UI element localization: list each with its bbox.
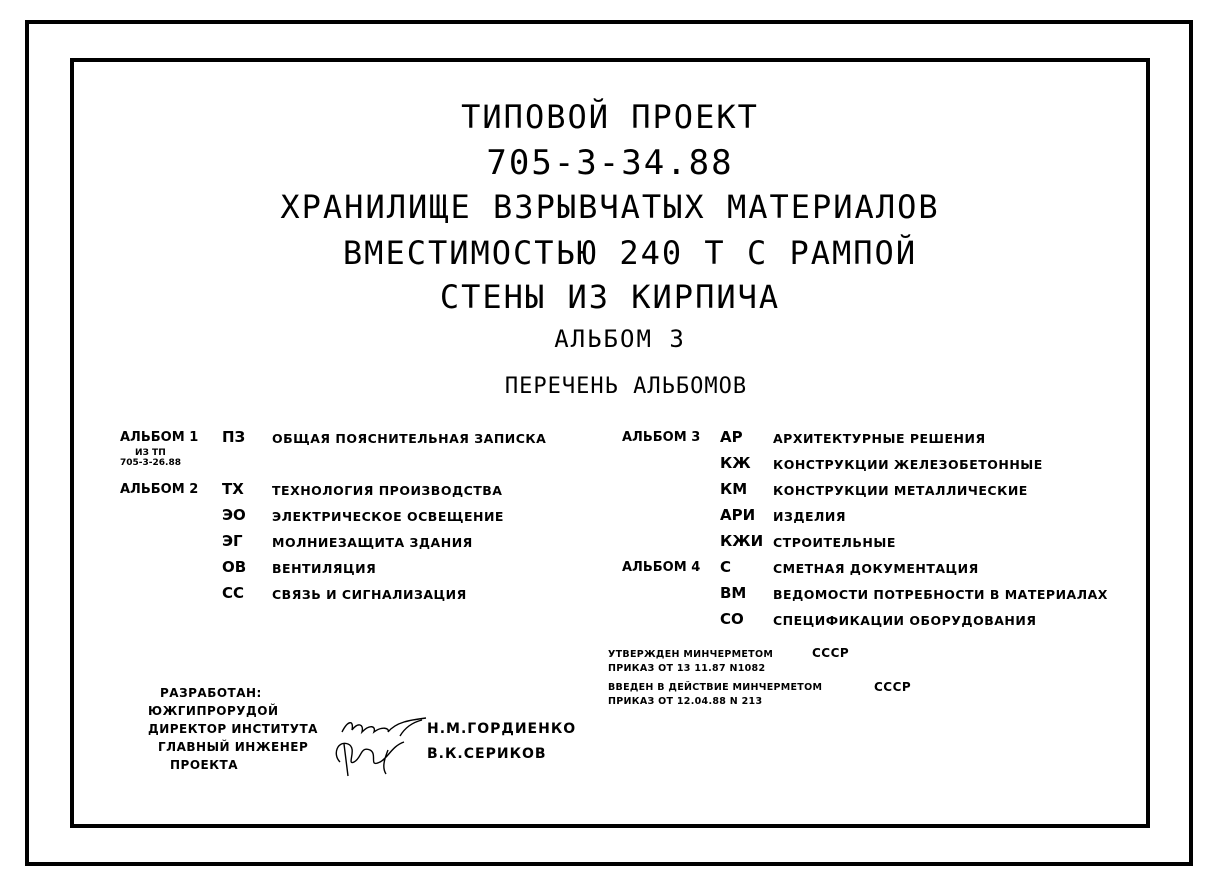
- album-desc: КОНСТРУКЦИИ ЖЕЛЕЗОБЕТОННЫЕ: [773, 457, 1043, 472]
- chief-engineer-name: В.К.СЕРИКОВ: [427, 746, 547, 762]
- album-desc: СВЯЗЬ И СИГНАЛИЗАЦИЯ: [272, 587, 467, 602]
- album-label: АЛЬБОМ 4: [622, 560, 701, 575]
- album-code: ЭГ: [222, 532, 243, 550]
- album-code: ЭО: [222, 506, 246, 524]
- album-code: СС: [222, 584, 245, 602]
- project-name: ХРАНИЛИЩЕ ВЗРЫВЧАТЫХ МАТЕРИАЛОВ: [280, 188, 940, 226]
- approval-line3: ВВЕДЕН В ДЕЙСТВИЕ МИНЧЕРМЕТОМ: [608, 682, 823, 693]
- album-code: СО: [720, 610, 744, 628]
- approval-line1-country: СССР: [812, 646, 850, 660]
- album-number: АЛЬБОМ 3: [554, 325, 686, 353]
- approval-line4: ПРИКАЗ ОТ 12.04.88 N 213: [608, 696, 763, 707]
- album-code: АР: [720, 428, 743, 446]
- director-name: Н.М.ГОРДИЕНКО: [427, 721, 577, 737]
- album-code: ВМ: [720, 584, 747, 602]
- album-code: ПЗ: [222, 428, 246, 446]
- doc-title: ТИПОВОЙ ПРОЕКТ: [461, 98, 759, 136]
- album-label: АЛЬБОМ 3: [622, 430, 701, 445]
- album-code: КМ: [720, 480, 748, 498]
- approval-line2: ПРИКАЗ ОТ 13 11.87 N1082: [608, 663, 766, 674]
- album-desc: ТЕХНОЛОГИЯ ПРОИЗВОДСТВА: [272, 483, 503, 498]
- developer-org: ЮЖГИПРОРУДОЙ: [148, 704, 279, 718]
- album-code: КЖ: [720, 454, 751, 472]
- album-code: КЖИ: [720, 532, 764, 550]
- album-desc: ИЗДЕЛИЯ: [773, 509, 846, 524]
- chief-engineer-signature: [330, 732, 410, 778]
- album-label: АЛЬБОМ 1: [120, 430, 199, 445]
- album-desc: СПЕЦИФИКАЦИИ ОБОРУДОВАНИЯ: [773, 613, 1037, 628]
- approval-line1: УТВЕРЖДЕН МИНЧЕРМЕТОМ: [608, 649, 774, 660]
- album-desc: СТРОИТЕЛЬНЫЕ: [773, 535, 896, 550]
- album-code: С: [720, 558, 732, 576]
- album-desc: КОНСТРУКЦИИ МЕТАЛЛИЧЕСКИЕ: [773, 483, 1028, 498]
- album-desc: ОБЩАЯ ПОЯСНИТЕЛЬНАЯ ЗАПИСКА: [272, 431, 547, 446]
- project-capacity: ВМЕСТИМОСТЬЮ 240 Т С РАМПОЙ: [342, 234, 918, 272]
- album-label: АЛЬБОМ 2: [120, 482, 199, 497]
- album-desc: АРХИТЕКТУРНЫЕ РЕШЕНИЯ: [773, 431, 986, 446]
- project-number: 705-3-34.88: [486, 143, 734, 183]
- director-label: ДИРЕКТОР ИНСТИТУТА: [148, 722, 318, 736]
- album-desc: ВЕНТИЛЯЦИЯ: [272, 561, 377, 576]
- chief-engineer-label-2: ПРОЕКТА: [170, 758, 239, 772]
- chief-engineer-label: ГЛАВНЫЙ ИНЖЕНЕР: [158, 740, 309, 754]
- album-list-heading: ПЕРЕЧЕНЬ АЛЬБОМОВ: [504, 374, 748, 399]
- album-code: ТХ: [222, 480, 244, 498]
- album-code: АРИ: [720, 506, 756, 524]
- album1-note-line2: 705-3-26.88: [120, 458, 181, 468]
- approval-line3-country: СССР: [874, 680, 912, 694]
- album-code: ОВ: [222, 558, 247, 576]
- album-desc: МОЛНИЕЗАЩИТА ЗДАНИЯ: [272, 535, 473, 550]
- developer-label: РАЗРАБОТАН:: [160, 686, 262, 700]
- album-desc: СМЕТНАЯ ДОКУМЕНТАЦИЯ: [773, 561, 979, 576]
- album-desc: ЭЛЕКТРИЧЕСКОЕ ОСВЕЩЕНИЕ: [272, 509, 504, 524]
- album1-note-line1: ИЗ ТП: [135, 448, 166, 458]
- album-desc: ВЕДОМОСТИ ПОТРЕБНОСТИ В МАТЕРИАЛАХ: [773, 587, 1108, 602]
- project-walls: СТЕНЫ ИЗ КИРПИЧА: [439, 278, 781, 316]
